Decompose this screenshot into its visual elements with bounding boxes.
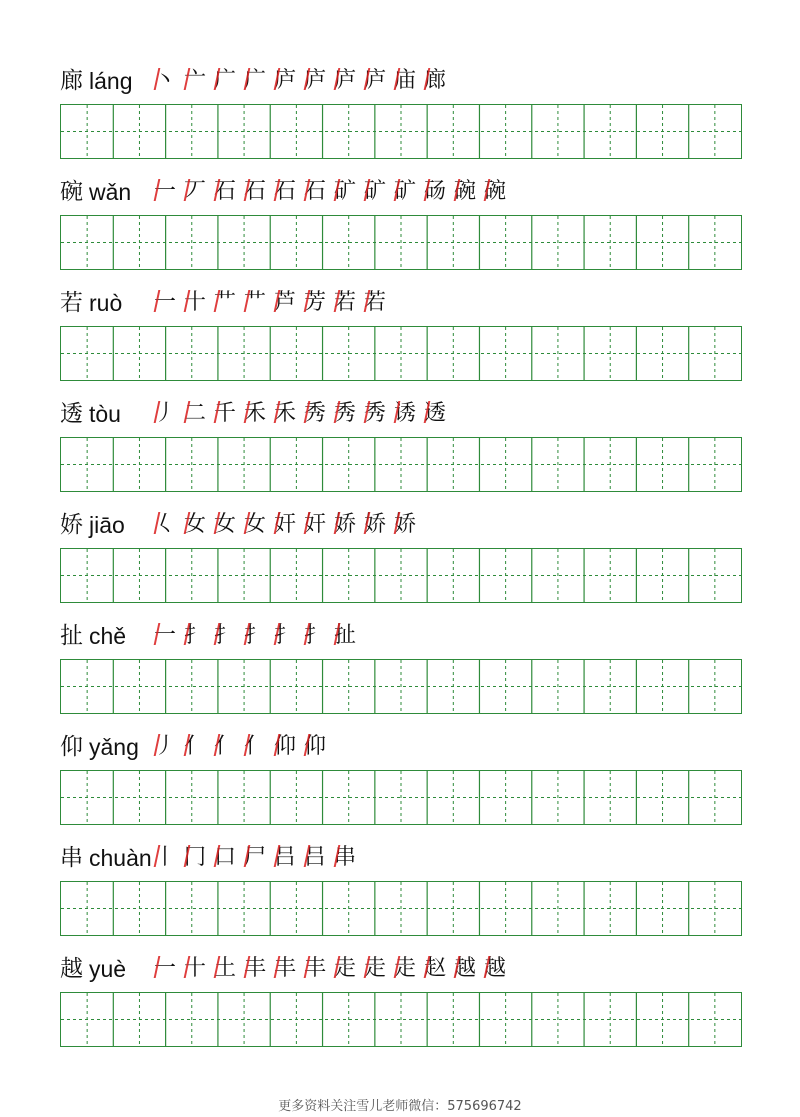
pinyin-label: ruò	[89, 290, 123, 316]
grid-lines	[61, 660, 743, 715]
writing-practice-grid[interactable]	[60, 881, 742, 936]
new-stroke-highlight	[154, 179, 175, 201]
new-stroke-highlight	[274, 179, 295, 201]
stroke-step: 娇	[363, 512, 386, 537]
stroke-step: 扌	[213, 623, 236, 648]
new-stroke-highlight	[184, 401, 205, 423]
new-stroke-highlight	[484, 956, 505, 978]
target-character: 仰	[60, 734, 83, 760]
grid-lines	[61, 549, 743, 604]
stroke-order-sequence	[150, 952, 510, 984]
stroke-step: 禾	[273, 401, 296, 426]
new-stroke-highlight	[184, 179, 205, 201]
new-stroke-highlight	[304, 734, 325, 756]
stroke-step: 走	[393, 956, 416, 981]
stroke-step: 吕	[303, 845, 326, 870]
new-stroke-highlight	[154, 68, 175, 90]
stroke-step: 芳	[303, 290, 326, 315]
new-stroke-highlight	[154, 845, 175, 867]
stroke-step: 碗	[453, 179, 476, 204]
stroke-step: 若	[333, 290, 356, 315]
grid-lines	[61, 105, 743, 160]
stroke-step: 𡿨	[153, 512, 176, 537]
stroke-step: 艹	[243, 290, 266, 315]
pinyin-label: yǎng	[89, 734, 139, 760]
new-stroke-highlight	[304, 956, 325, 978]
stroke-step: 奸	[303, 512, 326, 537]
new-stroke-highlight	[154, 290, 175, 312]
new-stroke-highlight	[154, 734, 175, 756]
target-character: 扯	[60, 623, 83, 649]
pinyin-label: jiāo	[89, 512, 125, 538]
stroke-step: 丨	[153, 845, 176, 870]
stroke-step: 石	[213, 179, 236, 204]
stroke-step: 矿	[393, 179, 416, 204]
new-stroke-highlight	[184, 845, 205, 867]
stroke-step: 秀	[363, 401, 386, 426]
new-stroke-highlight	[184, 290, 205, 312]
stroke-step: 亠	[183, 68, 206, 93]
entry-heading	[60, 506, 125, 540]
new-stroke-highlight	[184, 623, 205, 645]
new-stroke-highlight	[364, 68, 385, 90]
writing-practice-grid[interactable]	[60, 437, 742, 492]
new-stroke-highlight	[184, 68, 205, 90]
new-stroke-highlight	[424, 179, 445, 201]
writing-practice-grid[interactable]	[60, 326, 742, 381]
new-stroke-highlight	[334, 845, 355, 867]
new-stroke-highlight	[214, 68, 235, 90]
new-stroke-highlight	[394, 179, 415, 201]
new-stroke-highlight	[184, 956, 205, 978]
entry-heading	[60, 617, 126, 651]
new-stroke-highlight	[484, 179, 505, 201]
new-stroke-highlight	[274, 512, 295, 534]
entry-heading	[60, 173, 131, 207]
stroke-step: 二	[183, 401, 206, 426]
new-stroke-highlight	[394, 68, 415, 90]
pinyin-label: wǎn	[89, 179, 132, 205]
new-stroke-highlight	[364, 512, 385, 534]
stroke-order-sequence	[150, 175, 510, 207]
stroke-step: 十	[183, 956, 206, 981]
stroke-step: 千	[213, 401, 236, 426]
new-stroke-highlight	[304, 179, 325, 201]
new-stroke-highlight	[454, 179, 475, 201]
new-stroke-highlight	[214, 179, 235, 201]
stroke-step: 砀	[423, 179, 446, 204]
stroke-order-sequence	[150, 841, 360, 873]
stroke-order-sequence	[150, 508, 420, 540]
stroke-step: 亻	[243, 734, 266, 759]
new-stroke-highlight	[334, 401, 355, 423]
new-stroke-highlight	[364, 290, 385, 312]
entry-heading	[60, 950, 126, 984]
stroke-step: 冂	[183, 845, 206, 870]
stroke-order-sequence	[150, 64, 450, 96]
stroke-step: 吕	[273, 845, 296, 870]
new-stroke-highlight	[154, 623, 175, 645]
new-stroke-highlight	[214, 956, 235, 978]
pinyin-label: yuè	[89, 956, 127, 982]
stroke-step: 一	[153, 290, 176, 315]
stroke-step: 秀	[303, 401, 326, 426]
new-stroke-highlight	[454, 956, 475, 978]
stroke-step: 仰	[303, 734, 326, 759]
stroke-step: 诱	[393, 401, 416, 426]
new-stroke-highlight	[244, 179, 265, 201]
stroke-step: 丶	[153, 68, 176, 93]
stroke-step: 口	[213, 845, 236, 870]
new-stroke-highlight	[394, 956, 415, 978]
writing-practice-grid[interactable]	[60, 548, 742, 603]
new-stroke-highlight	[244, 623, 265, 645]
new-stroke-highlight	[424, 68, 445, 90]
new-stroke-highlight	[214, 512, 235, 534]
target-character: 碗	[60, 179, 83, 205]
stroke-step: 透	[423, 401, 446, 426]
new-stroke-highlight	[334, 290, 355, 312]
pinyin-label: tòu	[89, 401, 121, 427]
target-character: 廊	[60, 68, 83, 94]
stroke-step: 若	[363, 290, 386, 315]
grid-lines	[61, 216, 743, 271]
target-character: 越	[60, 956, 83, 982]
stroke-step: 庙	[393, 68, 416, 93]
stroke-step: 矿	[363, 179, 386, 204]
new-stroke-highlight	[244, 512, 265, 534]
new-stroke-highlight	[184, 734, 205, 756]
stroke-step: 廊	[423, 68, 446, 93]
pinyin-label: chě	[89, 623, 127, 649]
new-stroke-highlight	[154, 401, 175, 423]
stroke-step: 扌	[243, 623, 266, 648]
stroke-step: 走	[333, 956, 356, 981]
grid-lines	[61, 327, 743, 382]
stroke-order-sequence	[150, 397, 450, 429]
new-stroke-highlight	[334, 623, 355, 645]
new-stroke-highlight	[334, 179, 355, 201]
grid-lines	[61, 882, 743, 937]
new-stroke-highlight	[334, 956, 355, 978]
stroke-step: 广	[213, 68, 236, 93]
entry-heading	[60, 728, 139, 762]
stroke-step: 扌	[303, 623, 326, 648]
stroke-step: 秀	[333, 401, 356, 426]
stroke-step: 一	[153, 956, 176, 981]
stroke-step: 十	[183, 290, 206, 315]
new-stroke-highlight	[214, 845, 235, 867]
new-stroke-highlight	[364, 179, 385, 201]
new-stroke-highlight	[244, 734, 265, 756]
new-stroke-highlight	[154, 956, 175, 978]
target-character: 娇	[60, 512, 83, 538]
target-character: 串	[60, 845, 83, 871]
new-stroke-highlight	[364, 956, 385, 978]
new-stroke-highlight	[274, 956, 295, 978]
new-stroke-highlight	[304, 68, 325, 90]
stroke-step: 庐	[333, 68, 356, 93]
stroke-step: 越	[483, 956, 506, 981]
new-stroke-highlight	[244, 68, 265, 90]
new-stroke-highlight	[214, 290, 235, 312]
stroke-step: 丰	[243, 956, 266, 981]
stroke-step: 丿	[153, 401, 176, 426]
new-stroke-highlight	[394, 401, 415, 423]
stroke-step: 广	[243, 68, 266, 93]
stroke-step: 娇	[333, 512, 356, 537]
entry-heading	[60, 284, 122, 318]
new-stroke-highlight	[424, 956, 445, 978]
stroke-step: 串	[333, 845, 356, 870]
new-stroke-highlight	[184, 512, 205, 534]
entry-heading	[60, 62, 132, 96]
stroke-step: 庐	[303, 68, 326, 93]
grid-lines	[61, 438, 743, 493]
grid-lines	[61, 771, 743, 826]
new-stroke-highlight	[274, 401, 295, 423]
stroke-step: 丰	[273, 956, 296, 981]
stroke-step: 赵	[423, 956, 446, 981]
new-stroke-highlight	[274, 734, 295, 756]
stroke-step: 芦	[273, 290, 296, 315]
new-stroke-highlight	[304, 401, 325, 423]
writing-practice-grid[interactable]	[60, 659, 742, 714]
new-stroke-highlight	[274, 623, 295, 645]
new-stroke-highlight	[364, 401, 385, 423]
stroke-step: 土	[213, 956, 236, 981]
stroke-step: 奸	[273, 512, 296, 537]
stroke-step: 一	[153, 623, 176, 648]
stroke-step: 石	[303, 179, 326, 204]
entry-heading	[60, 395, 121, 429]
new-stroke-highlight	[244, 845, 265, 867]
writing-practice-grid[interactable]	[60, 104, 742, 159]
stroke-step: 艹	[213, 290, 236, 315]
stroke-step: 越	[453, 956, 476, 981]
stroke-order-sequence	[150, 619, 360, 651]
stroke-order-sequence	[150, 730, 330, 762]
new-stroke-highlight	[304, 623, 325, 645]
new-stroke-highlight	[424, 401, 445, 423]
new-stroke-highlight	[394, 512, 415, 534]
stroke-step: 丿	[153, 734, 176, 759]
stroke-order-sequence	[150, 286, 390, 318]
new-stroke-highlight	[244, 956, 265, 978]
stroke-step: 亻	[183, 734, 206, 759]
writing-practice-grid[interactable]	[60, 215, 742, 270]
new-stroke-highlight	[214, 734, 235, 756]
new-stroke-highlight	[214, 401, 235, 423]
writing-practice-grid[interactable]	[60, 770, 742, 825]
target-character: 透	[60, 401, 83, 427]
stroke-step: 尸	[243, 845, 266, 870]
stroke-step: 娇	[393, 512, 416, 537]
stroke-step: 丰	[303, 956, 326, 981]
footer-note: 更多资料关注雪儿老师微信：575696742	[278, 1099, 522, 1114]
stroke-step: 女	[213, 512, 236, 537]
stroke-step: 禾	[243, 401, 266, 426]
new-stroke-highlight	[304, 845, 325, 867]
new-stroke-highlight	[214, 623, 235, 645]
stroke-step: 庐	[363, 68, 386, 93]
stroke-step: 亻	[213, 734, 236, 759]
entry-heading	[60, 839, 152, 873]
stroke-step: 走	[363, 956, 386, 981]
stroke-step: 碗	[483, 179, 506, 204]
new-stroke-highlight	[274, 290, 295, 312]
stroke-step: 石	[273, 179, 296, 204]
stroke-step: 仰	[273, 734, 296, 759]
stroke-step: 庐	[273, 68, 296, 93]
new-stroke-highlight	[334, 68, 355, 90]
writing-practice-grid[interactable]	[60, 992, 742, 1047]
new-stroke-highlight	[274, 845, 295, 867]
new-stroke-highlight	[304, 290, 325, 312]
new-stroke-highlight	[244, 290, 265, 312]
target-character: 若	[60, 290, 83, 316]
stroke-step: 丆	[183, 179, 206, 204]
stroke-step: 扯	[333, 623, 356, 648]
stroke-step: 女	[243, 512, 266, 537]
new-stroke-highlight	[304, 512, 325, 534]
new-stroke-highlight	[334, 512, 355, 534]
new-stroke-highlight	[274, 68, 295, 90]
grid-lines	[61, 993, 743, 1048]
stroke-step: 扌	[183, 623, 206, 648]
new-stroke-highlight	[154, 512, 175, 534]
stroke-step: 女	[183, 512, 206, 537]
stroke-step: 扌	[273, 623, 296, 648]
stroke-step: 一	[153, 179, 176, 204]
pinyin-label: chuàn	[89, 845, 152, 871]
stroke-step: 矿	[333, 179, 356, 204]
stroke-step: 石	[243, 179, 266, 204]
new-stroke-highlight	[244, 401, 265, 423]
pinyin-label: láng	[89, 68, 133, 94]
